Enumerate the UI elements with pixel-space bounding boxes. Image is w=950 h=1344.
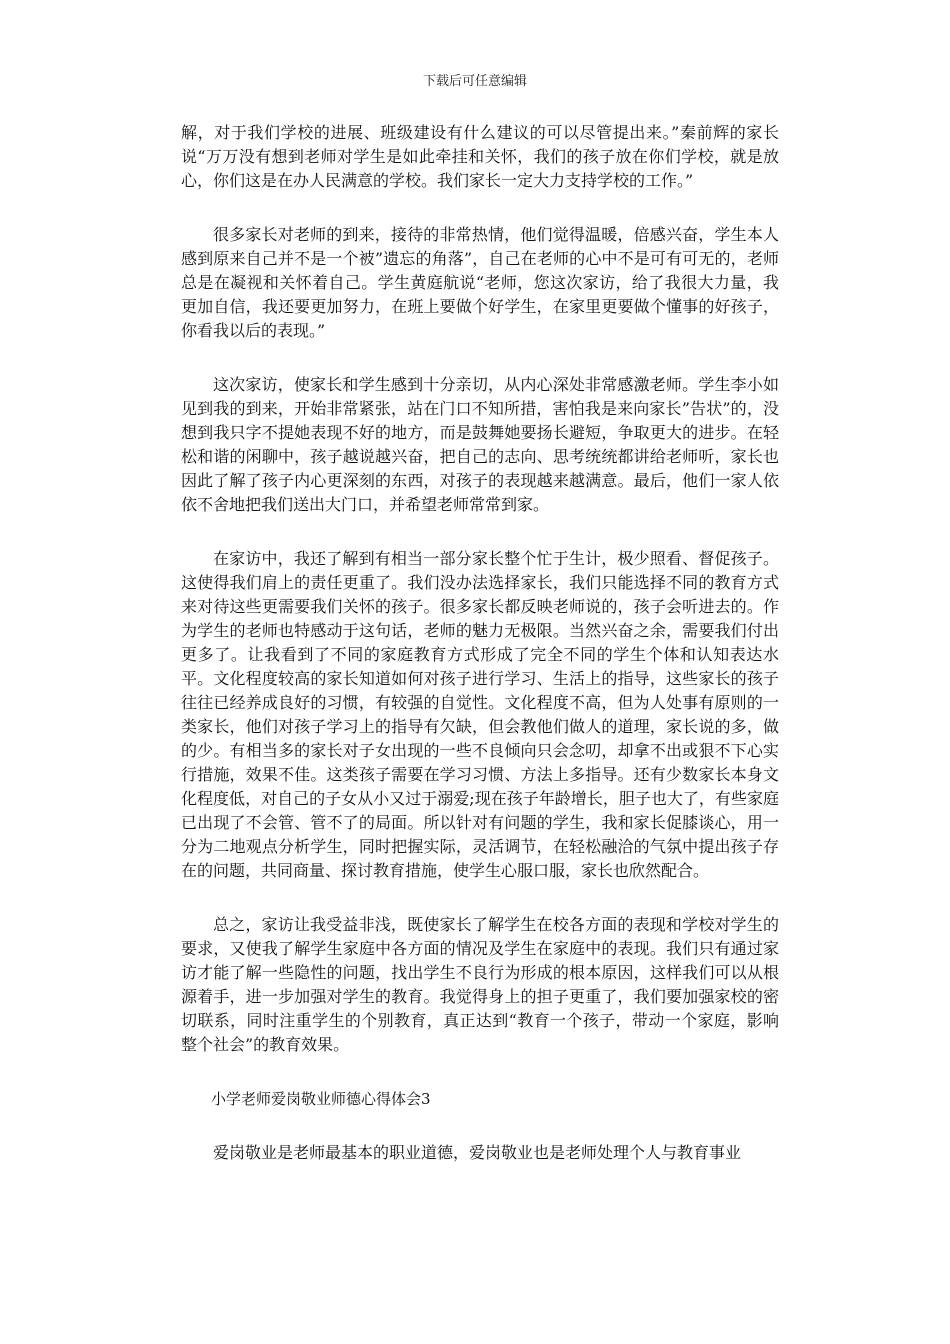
- paragraph: 总之，家访让我受益非浅，既使家长了解学生在校各方面的表现和学校对学生的要求，又使我了解学生家庭中各方面的情况及学生在家庭中的表现。我们只有通过家访才能了解一些隐性的问题，找出学生不良行为形成的根本原因，这样我们可以从根源着手，进一步加强对学生的教育。我觉得身上的担子更重了，我们要加强家校的密切联系，同时注重学生的个别教育，真正达到“教育一个孩子，带动一个家庭，影响整个社会”的教育效果。: [181, 915, 779, 1054]
- paragraph: 爱岗敬业是老师最基本的职业道德，爱岗敬业也是老师处理个人与教育事业: [213, 1143, 742, 1162]
- header-note: 下载后可任意编辑: [422, 74, 527, 89]
- paragraph: 解，对于我们学校的进展、班级建设有什么建议的可以尽管提出来。”秦前辉的家长说“万万没有想到老师对学生是如此牵挂和关怀，我们的孩子放在你们学校，就是放心，你们这是在办人民满意的学校。我们家长一定大力支持学校的工作。”: [181, 123, 779, 190]
- paragraph: 很多家长对老师的到来，接待的非常热情，他们觉得温暖，倍感兴奋，学生本人感到原来自己并不是一个被”遗忘的角落”，自己在老师的心中不是可有可无的，老师总是在凝视和关怀着自己。学生黄庭航说“老师，您这次家访，给了我很大力量，我更加自信，我还要更加努力，在班上要做个好学生，在家里更要做个懂事的好孩子，你看我以后的表现。”: [181, 225, 779, 340]
- section-heading: 小学老师爱岗敬业师德心得体会3: [211, 1090, 431, 1108]
- paragraph: 这次家访，使家长和学生感到十分亲切，从内心深处非常感激老师。学生李小如见到我的到来，开始非常紧张，站在门口不知所措，害怕我是来向家长”告状”的，没想到我只字不提她表现不好的地方，而是鼓舞她要扬长避短，争取更大的进步。在轻松和谐的闲聊中，孩子越说越兴奋，把自己的志向、思考统统都讲给老师听，家长也因此了解了孩子内心更深刻的东西，对孩子的表现越来越满意。最后，他们一家人依依不舍地把我们送出大门口，并希望老师常常到家。: [181, 375, 779, 514]
- document-body: [181, 121, 779, 1165]
- paragraph: 在家访中，我还了解到有相当一部分家长整个忙于生计，极少照看、督促孩子。这使得我们肩上的责任更重了。我们没办法选择家长，我们只能选择不同的教育方式来对待这些更需要我们关怀的孩子。很多家长都反映老师说的，孩子会听进去的。作为学生的老师也特感动于这句话，老师的魅力无极限。当然兴奋之余，需要我们付出更多了。让我看到了不同的家庭教育方式形成了完全不同的学生个体和认知表达水平。文化程度较高的家长知道如何对孩子进行学习、生活上的指导，这些家长的孩子往往已经养成良好的习惯，有较强的自觉性。文化程度不高，但为人处事有原则的一类家长，他们对孩子学习上的指导有欠缺，但会教他们做人的道理，家长说的多，做的少。有相当多的家长对子女出现的一些不良倾向只会念叨，却拿不出或狠不下心实行措施，效果不佳。这类孩子需要在学习习惯、方法上多指导。还有少数家长本身文化程度低，对自己的子女从小又过于溺爱;现在孩子年龄增长，胆子也大了，有些家庭已出现了不会管、管不了的局面。所以针对有问题的学生，我和家长促膝谈心，用一分为二地观点分析学生，同时把握实际，灵活调节，在轻松融洽的气氛中提出孩子存在的问题，共同商量、探讨教育措施，使学生心服口服，家长也欣然配合。: [181, 549, 779, 880]
